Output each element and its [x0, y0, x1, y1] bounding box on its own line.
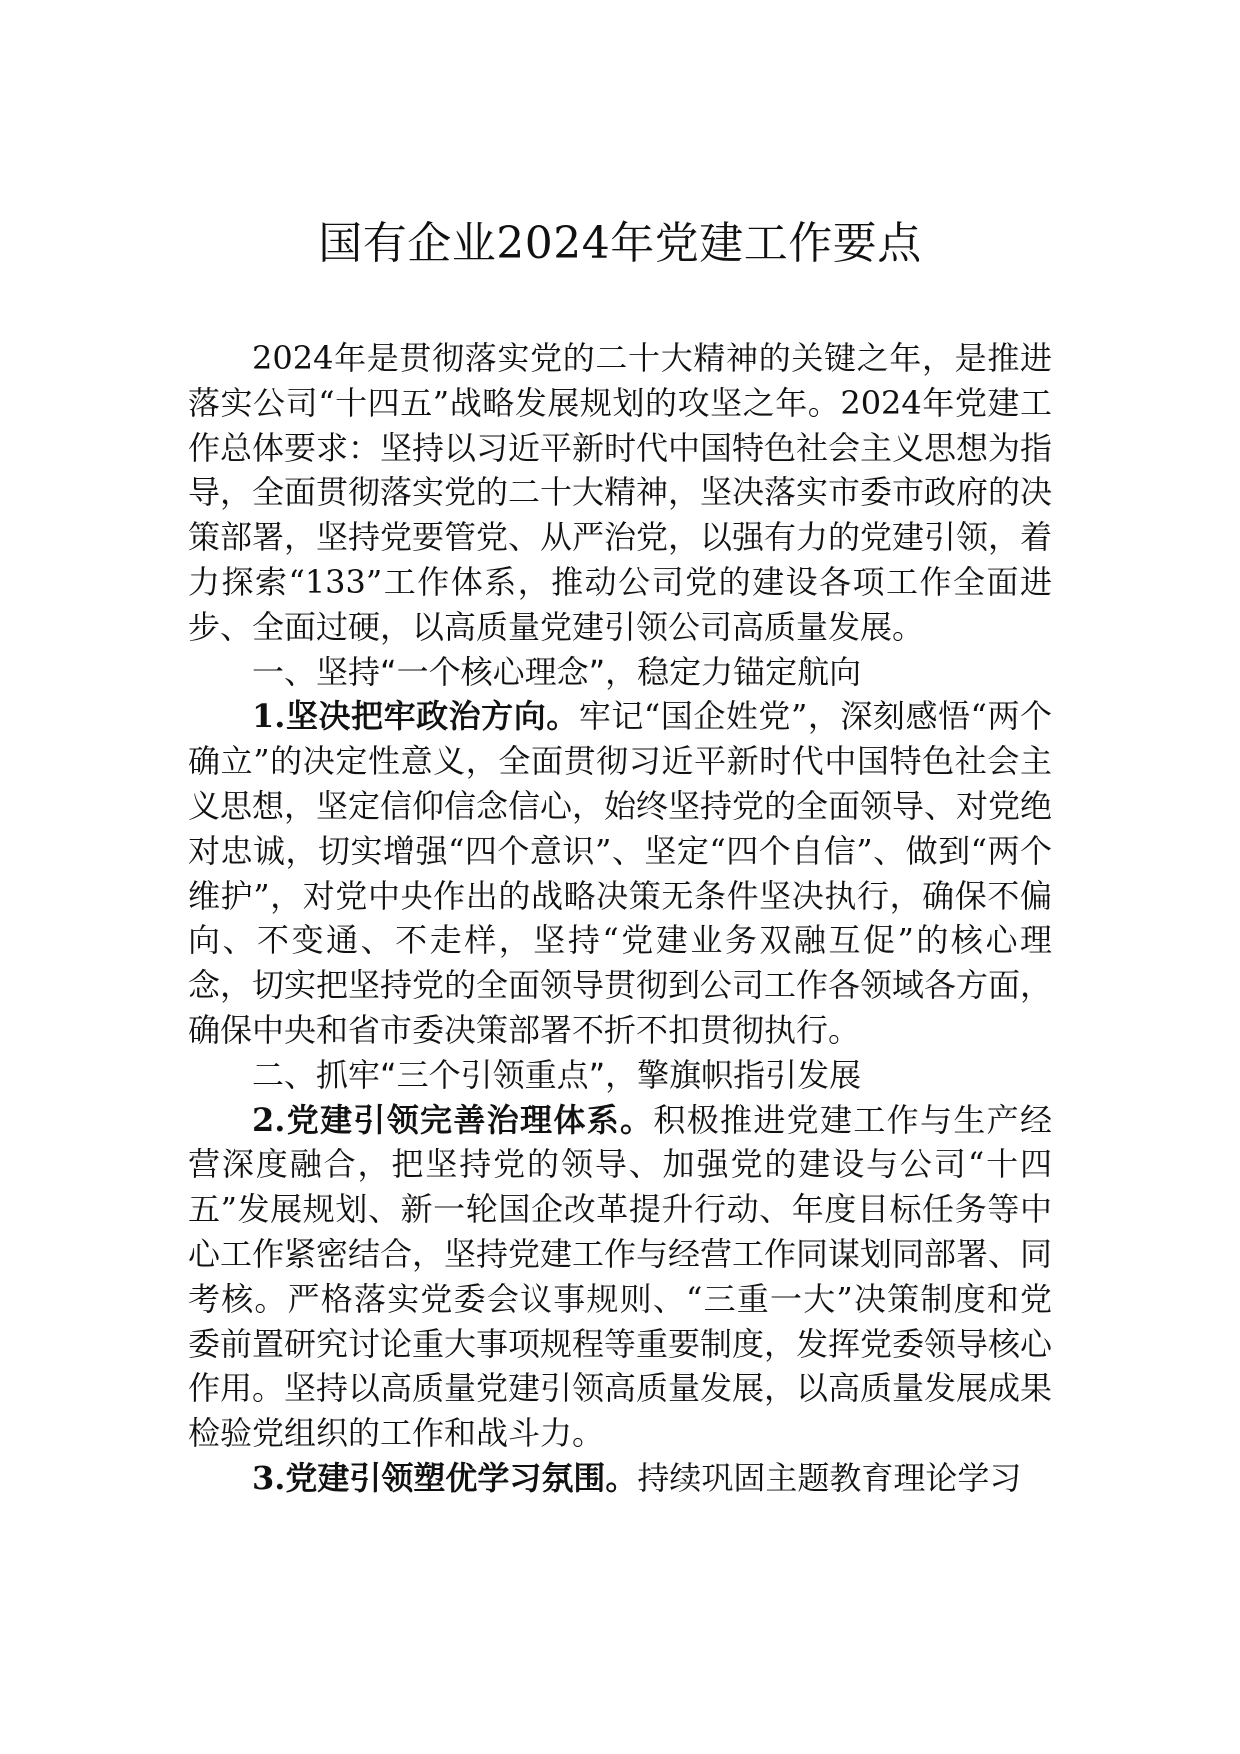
document-title: 国有企业2024年党建工作要点	[318, 218, 922, 269]
item-title-3: 3.党建引领塑优学习氛围。	[252, 1458, 638, 1497]
document-body	[188, 336, 1052, 1501]
item-paragraph-1	[188, 694, 1052, 1052]
item-paragraph-3	[188, 1456, 1052, 1501]
item-text-2: 积极推进党建工作与生产经营深度融合，把坚持党的领导、加强党的建设与公司“十四五”发展规划、新一轮国企改革提升行动、年度目标任务等中心工作紧密结合，坚持党建工作与经营工作同谋划同部署、同考核。严格落实党委会议事规则、“三重一大”决策制度和党委前置研究讨论重大事项规程等重要制度，发挥党委领导核心作用。坚持以高质量党建引领高质量发展，以高质量发展成果检验党组织的工作和战斗力。	[188, 1100, 1053, 1453]
item-text-1: 牢记“国企姓党”，深刻感悟“两个确立”的决定性意义，全面贯彻习近平新时代中国特色社会主义思想，坚定信仰信念信心，始终坚持党的全面领导、对党绝对忠诚，切实增强“四个意识”、坚定“四个自信”、做到“两个维护”，对党中央作出的战略决策无条件坚决执行，确保不偏向、不变通、不走样，坚持“党建业务双融互促”的核心理念，切实把坚持党的全面领导贯彻到公司工作各领域各方面，确保中央和省市委决策部署不折不扣贯彻执行。	[188, 697, 1053, 1049]
item-title-2: 2.党建引领完善治理体系。	[252, 1100, 654, 1139]
item-text-3: 持续巩固主题教育理论学习	[637, 1458, 1022, 1497]
intro-paragraph: 2024年是贯彻落实党的二十大精神的关键之年，是推进落实公司“十四五”战略发展规划的攻坚之年。2024年党建工作总体要求：坚持以习近平新时代中国特色社会主义思想为指导，全面贯彻落实党的二十大精神，坚决落实市委市政府的决策部署，坚持党要管党、从严治党，以强有力的党建引领，着力探索“133”工作体系，推动公司党的建设各项工作全面进步、全面过硬，以高质量党建引领公司高质量发展。	[188, 339, 1053, 646]
section-heading-1: 一、坚持“一个核心理念”，稳定力锚定航向	[252, 652, 862, 691]
item-title-1: 1.坚决把牢政治方向。	[252, 697, 579, 736]
section-heading-2: 二、抓牢“三个引领重点”，擎旗帜指引发展	[252, 1055, 862, 1094]
item-paragraph-2	[188, 1098, 1052, 1456]
